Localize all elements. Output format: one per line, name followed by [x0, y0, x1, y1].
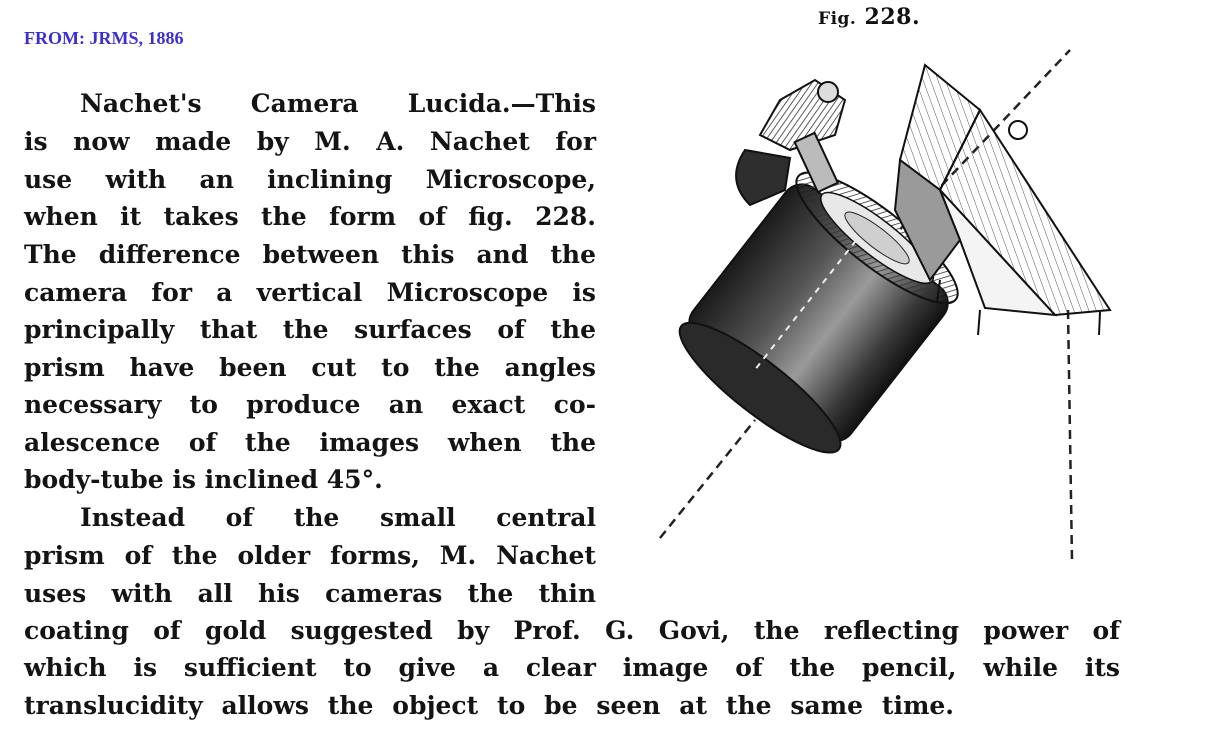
- article-line: Instead of the small central: [80, 503, 596, 532]
- optical-axis-lower: [660, 420, 755, 538]
- article-line: prism have been cut to the angles: [24, 353, 596, 382]
- article-line: principally that the surfaces of the: [24, 315, 596, 344]
- hinge-screw: [818, 82, 838, 102]
- article-line: camera for a vertical Microscope is: [24, 278, 596, 307]
- figure-caption: [818, 4, 920, 30]
- article-heading-rest: —This: [510, 89, 596, 118]
- camera-lucida-engraving: [640, 40, 1140, 580]
- article-line: translucidity allows the object to be seen at the same time.: [24, 691, 954, 720]
- article-heading: Nachet's Camera Lucida.: [80, 89, 511, 118]
- prism-screw: [1009, 121, 1027, 139]
- source-label: FROM: JRMS, 1886: [24, 28, 184, 48]
- article-line: use with an inclining Microscope,: [24, 165, 596, 194]
- article-line: necessary to produce an exact co-: [24, 390, 596, 419]
- camera-lucida-illustration: [640, 40, 1140, 580]
- article-line: The difference between this and the: [24, 240, 596, 269]
- article-heading-line: [80, 86, 596, 122]
- article-line: when it takes the form of fig. 228.: [24, 202, 596, 231]
- optical-axis-vertical: [1068, 310, 1072, 560]
- article-line: prism of the older forms, M. Nachet: [24, 541, 596, 570]
- article-line: is now made by M. A. Nachet for: [24, 127, 596, 156]
- article-line: coating of gold suggested by Prof. G. Govi, the reflecting power of: [24, 616, 1120, 645]
- article-line: alescence of the images when the: [24, 428, 596, 457]
- figure-caption-number: 228.: [864, 4, 921, 30]
- article-line: uses with all his cameras the thin: [24, 579, 596, 608]
- article-line: which is sufficient to give a clear image of the pencil, while its: [24, 653, 1120, 682]
- figure-caption-prefix: Fig.: [818, 9, 857, 29]
- article-line: body-tube is inclined 45°.: [24, 465, 383, 494]
